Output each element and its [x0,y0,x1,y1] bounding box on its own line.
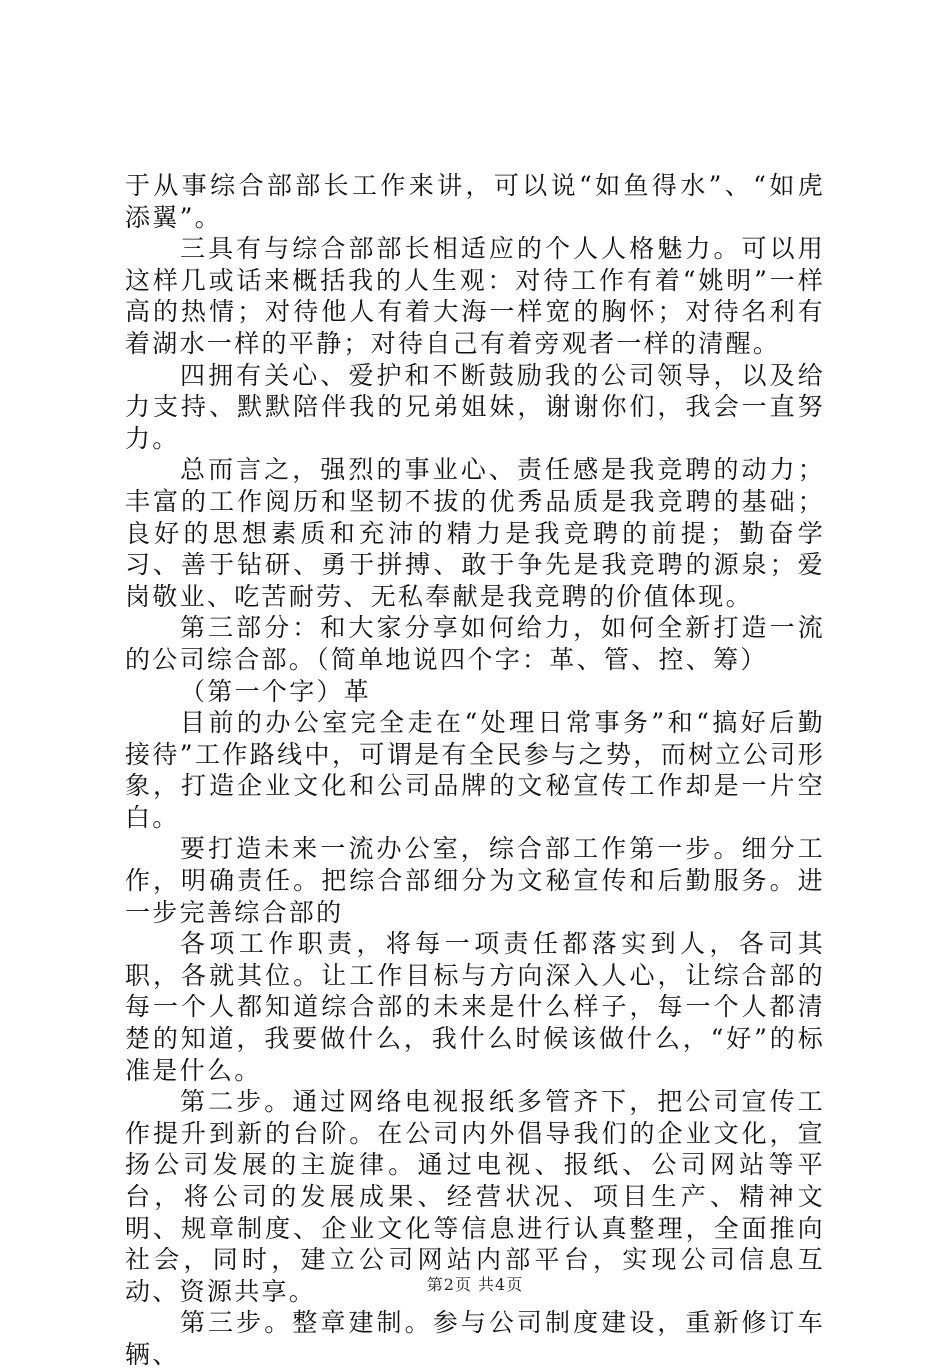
paragraph-2: 三具有与综合部部长相适应的个人人格魅力。可以用这样几或话来概括我的人生观：对待工作有着“姚明”一样高的热情；对待他人有着大海一样宽的胸怀；对待名利有着湖水一样的平静；对待自己有着旁观者一样的清醒。 [125,234,825,358]
paragraph-5: 第三部分：和大家分享如何给力，如何全新打造一流的公司综合部。（简单地说四个字：革、管、控、筹） [125,613,825,674]
paragraph-6: （第一个字）革 [180,676,372,706]
paragraph-9: 各项工作职责，将每一项责任都落实到人，各司其职，各就其位。让工作目标与方向深入人心，让综合部的每一个人都知道综合部的未来是什么样子，每一个人都清楚的知道，我要做什么，我什么时候该做什么，“好”的标准是什么。 [125,929,825,1085]
paragraph-3: 四拥有关心、爱护和不断鼓励我的公司领导，以及给力支持、默默陪伴我的兄弟姐妹，谢谢你们，我会一直努力。 [125,360,825,453]
paragraph-1: 于从事综合部部长工作来讲，可以说“如鱼得水”、“如虎添翼”。 [125,171,825,232]
paragraph-8: 要打造未来一流办公室，综合部工作第一步。细分工作，明确责任。把综合部细分为文秘宣传和后勤服务。进一步完善综合部的 [125,834,825,927]
paragraph-10: 第二步。通过网络电视报纸多管齐下，把公司宣传工作提升到新的台阶。在公司内外倡导我们的企业文化，宣扬公司发展的主旋律。通过电视、报纸、公司网站等平台，将公司的发展成果、经营状况、项目生产、精神文明、规章制度、企业文化等信息进行认真整理，全面推向社会，同时，建立公司网站内部平台，实现公司信息互动、资源共享。 [125,1087,825,1306]
paragraph-4: 总而言之，强烈的事业心、责任感是我竞聘的动力；丰富的工作阅历和坚韧不拔的优秀品质是我竞聘的基础；良好的思想素质和充沛的精力是我竞聘的前提；勤奋学习、善于钻研、勇于拼搏、敢于争先是我竞聘的源泉；爱岗敬业、吃苦耐劳、无私奉献是我竞聘的价值体现。 [125,455,825,611]
document-body [125,170,825,1371]
paragraph-11: 第三步。整章建制。参与公司制度建设，重新修订车辆、 [125,1308,825,1369]
page-number-footer: 第2页 共4页 [426,1275,524,1294]
paragraph-7: 目前的办公室完全走在“处理日常事务”和“搞好后勤接待”工作路线中，可谓是有全民参与之势，而树立公司形象，打造企业文化和公司品牌的文秘宣传工作却是一片空白。 [125,708,825,832]
